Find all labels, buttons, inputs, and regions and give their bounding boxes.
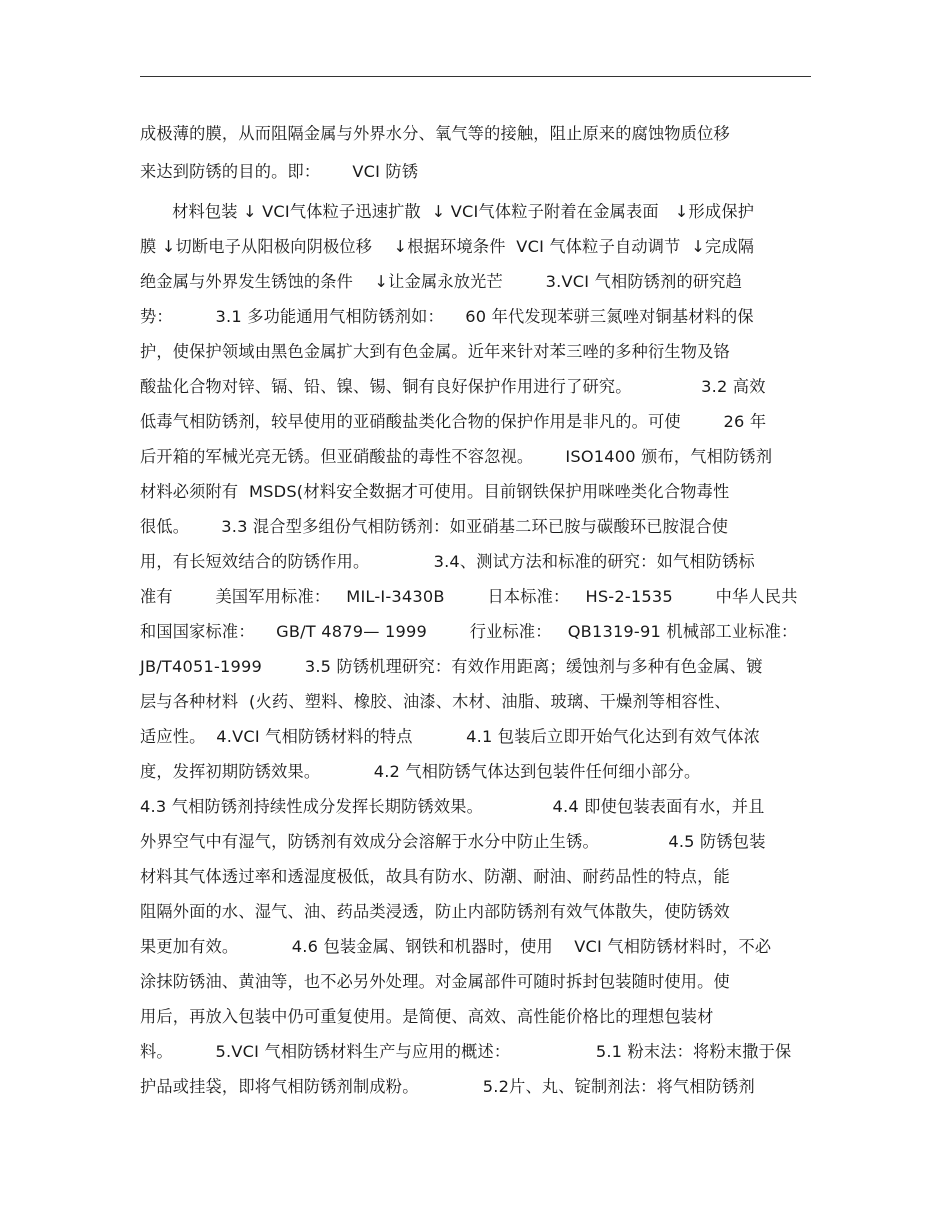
text-line: 成极薄的膜，从而阻隔金属与外界水分、氧气等的接触，阻止原来的腐蚀物质位移: [140, 124, 730, 143]
text-line: 料。 5.VCI 气相防锈材料生产与应用的概述： 5.1 粉末法：将粉末撒于保: [140, 1042, 792, 1061]
text-line: 材料包装 ↓ VCI气体粒子迅速扩散 ↓ VCI气体粒子附着在金属表面 ↓形成保护: [140, 202, 755, 221]
text-line: 果更加有效。 4.6 包装金属、钢铁和机器时，使用 VCI 气相防锈材料时，不必: [140, 937, 772, 956]
text-line: 层与各种材料 (火药、塑料、橡胶、油漆、木材、油脂、玻璃、干燥剂等相容性、: [140, 692, 731, 711]
text-line: 准有 美国军用标准： MIL-I-3430B 日本标准： HS-2-1535 中华人民共: [140, 587, 798, 606]
text-line: 和国国家标准： GB/T 4879— 1999 行业标准： QB1319-91 机械部工业标准：: [140, 622, 798, 641]
header-divider: [140, 76, 811, 77]
text-line: 护品或挂袋，即将气相防锈剂制成粉。 5.2片、丸、锭制剂法：将气相防锈剂: [140, 1077, 755, 1096]
text-line: 适应性。 4.VCI 气相防锈材料的特点 4.1 包装后立即开始气化达到有效气体浓: [140, 727, 761, 746]
text-line: 用，有长短效结合的防锈作用。 3.4、测试方法和标准的研究：如气相防锈标: [140, 552, 755, 571]
text-line: 护，使保护领域由黑色金属扩大到有色金属。近年来针对苯三唑的多种衍生物及铬: [140, 342, 730, 361]
text-line: 酸盐化合物对锌、镉、铅、镍、锡、铜有良好保护作用进行了研究。 3.2 高效: [140, 377, 766, 396]
text-line: 低毒气相防锈剂，较早使用的亚硝酸盐类化合物的保护作用是非凡的。可使 26 年: [140, 412, 767, 431]
text-line: 度，发挥初期防锈效果。 4.2 气相防锈气体达到包装件任何细小部分。: [140, 762, 701, 781]
text-line: 势： 3.1 多功能通用气相防锈剂如： 60 年代发现苯骈三氮唑对铜基材料的保: [140, 307, 754, 326]
text-line: 绝金属与外界发生锈蚀的条件 ↓让金属永放光芒 3.VCI 气相防锈剂的研究趋: [140, 272, 743, 291]
text-line: 后开箱的军械光亮无锈。但亚硝酸盐的毒性不容忽视。 ISO1400 颁布，气相防锈剂: [140, 447, 773, 466]
text-line: 涂抹防锈油、黄油等，也不必另外处理。对金属部件可随时拆封包装随时使用。使: [140, 972, 730, 991]
text-line: 很低。 3.3 混合型多组份气相防锈剂：如亚硝基二环已胺与碳酸环已胺混合使: [140, 517, 729, 536]
text-line: 阻隔外面的水、湿气、油、药品类浸透，防止内部防锈剂有效气体散失，使防锈效: [140, 902, 730, 921]
text-line: JB/T4051-1999 3.5 防锈机理研究：有效作用距离；缓蚀剂与多种有色金属、镀: [140, 657, 763, 676]
text-line: 来达到防锈的目的。即： VCI 防锈: [140, 162, 419, 181]
text-line: 外界空气中有湿气，防锈剂有效成分会溶解于水分中防止生锈。 4.5 防锈包装: [140, 832, 766, 851]
text-line: 4.3 气相防锈剂持续性成分发挥长期防锈效果。 4.4 即使包装表面有水，并且: [140, 797, 765, 816]
text-line: 材料必须附有 MSDS(材料安全数据才可使用。目前钢铁保护用咪唑类化合物毒性: [140, 482, 730, 501]
text-line: 用后，再放入包装中仍可重复使用。是简便、高效、高性能价格比的理想包装材: [140, 1007, 714, 1026]
text-line: 材料其气体透过率和透湿度极低，故具有防水、防潮、耐油、耐药品性的特点，能: [140, 867, 730, 886]
text-line: 膜 ↓切断电子从阳极向阴极位移 ↓根据环境条件 VCI 气体粒子自动调节 ↓完成隔: [140, 237, 755, 256]
